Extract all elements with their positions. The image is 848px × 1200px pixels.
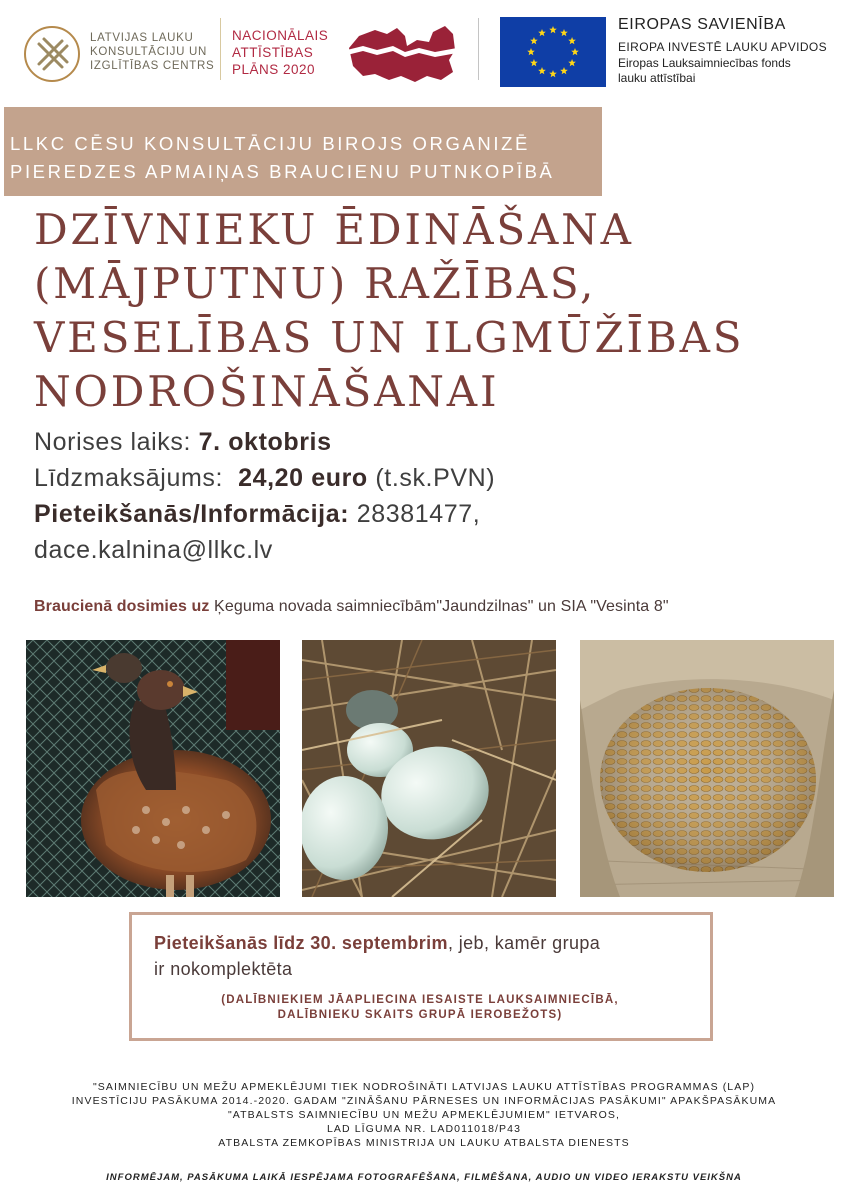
title-line-3: VESELĪBAS UN ILGMŪŽĪBAS [34,313,745,362]
fee-value: 24,20 euro [238,464,368,492]
llkc-logo [22,24,82,84]
contact-label: Pieteikšanās/Informācija: [34,500,350,528]
eggs-in-nest-photo [302,640,556,897]
trip-farms: Ķeguma novada saimniecībām"Jaundzilnas" un SIA "Vesinta 8" [214,598,669,615]
deadline-line-2: ir nokomplektēta [154,959,293,979]
eu-title: EIROPAS SAVIENĪBA [618,16,786,33]
event-title [34,203,834,419]
llkc-name [90,31,220,73]
deadline-bold: Pieteikšanās līdz 30. septembrim [154,933,448,953]
nap-line-1: NACIONĀLAIS [232,28,329,43]
llkc-line-1: LATVIJAS LAUKU [90,32,194,44]
hen-photo [26,640,280,897]
registration-deadline [154,930,694,982]
contact-phone[interactable]: 28381477, [356,500,481,528]
fee-row [34,460,834,496]
fee-label: Līdzmaksājums: [34,464,224,492]
title-line-4: NODROŠINĀŠANAI [34,367,500,416]
footer-line-5: ATBALSTA ZEMKOPĪBAS MINISTRIJA UN LAUKU ATBALSTA DIENESTS [218,1137,630,1149]
registration-note [140,993,700,1023]
eu-fund-line-2: lauku attīstībai [618,71,696,85]
note-line-1: (DALĪBNIEKIEM JĀAPLIECINA IESAISTE LAUKSAIMNIECĪBĀ, [221,994,619,1006]
banner-line-2: PIEREDZES APMAIŅAS BRAUCIENU PUTNKOPĪBĀ [10,161,555,182]
grain-sack-photo [580,640,834,897]
fee-note: (t.sk.PVN) [375,464,496,492]
footer-line-3: "ATBALSTS SAIMNIECĪBU UN MEŽU APMEKLĒJUMIEM" IETVAROS, [227,1109,621,1121]
nap-line-2: ATTĪSTĪBAS [232,45,314,60]
footer-line-4: LAD LĪGUMA NR. LAD011018/P43 [326,1123,522,1135]
event-info [34,424,834,568]
note-line-2: DALĪBNIEKU SKAITS GRUPĀ IEROBEŽOTS) [277,1009,563,1021]
email-row [34,532,834,568]
header-divider [478,18,479,80]
deadline-rest: , jeb, kamēr grupa [447,933,601,953]
footer-line-1: "SAIMNIECĪBU UN MEŽU APMEKLĒJUMI TIEK NODROŠINĀTI LATVIJAS LAUKU ATTĪSTĪBAS PROGRAMMAS (LAP) [92,1081,756,1093]
eu-fund-name [618,56,838,86]
footer-line-2: INVESTĪCIJU PASĀKUMA 2014.-2020. GADAM "ZINĀŠANU PĀRNESES UN INFORMĀCIJAS PASĀKUMI" APAKŠPASĀKUMA [71,1095,777,1107]
time-label: Norises laiks: [34,428,192,456]
title-line-1: DZĪVNIEKU ĒDINĀŠANA [34,205,634,254]
eu-subtitle: EIROPA INVESTĒ LAUKU APVIDOS [618,40,828,54]
trip-destination [34,598,846,616]
funding-footer [20,1080,828,1150]
recording-notice: INFORMĒJAM, PASĀKUMA LAIKĀ IESPĒJAMA FOTOGRAFĒŠANA, FILMĒŠANA, AUDIO UN VIDEO IERAKSTU VEIKŠNA [106,1172,742,1183]
title-line-2: (MĀJPUTNU) RAŽĪBAS, [34,259,597,308]
llkc-line-3: IZGLĪTĪBAS CENTRS [90,60,215,72]
eu-fund-line-1: Eiropas Lauksaimniecības fonds [618,56,791,70]
latvia-map-logo [345,20,460,86]
llkc-line-2: KONSULTĀCIJU UN [90,46,207,58]
nap-name [232,27,342,78]
organizer-banner-text [10,130,600,186]
nap-line-3: PLĀNS 2020 [232,62,316,77]
eu-flag-logo [500,17,606,87]
header-divider [220,18,221,80]
time-row [34,424,834,460]
banner-line-1: LLKC CĒSU KONSULTĀCIJU BIROJS ORGANIZĒ [10,133,530,154]
trip-lead: Braucienā dosimies uz [34,598,210,615]
time-value: 7. oktobris [198,428,332,456]
contact-email[interactable]: dace.kalnina@llkc.lv [34,536,273,564]
contact-row [34,496,834,532]
